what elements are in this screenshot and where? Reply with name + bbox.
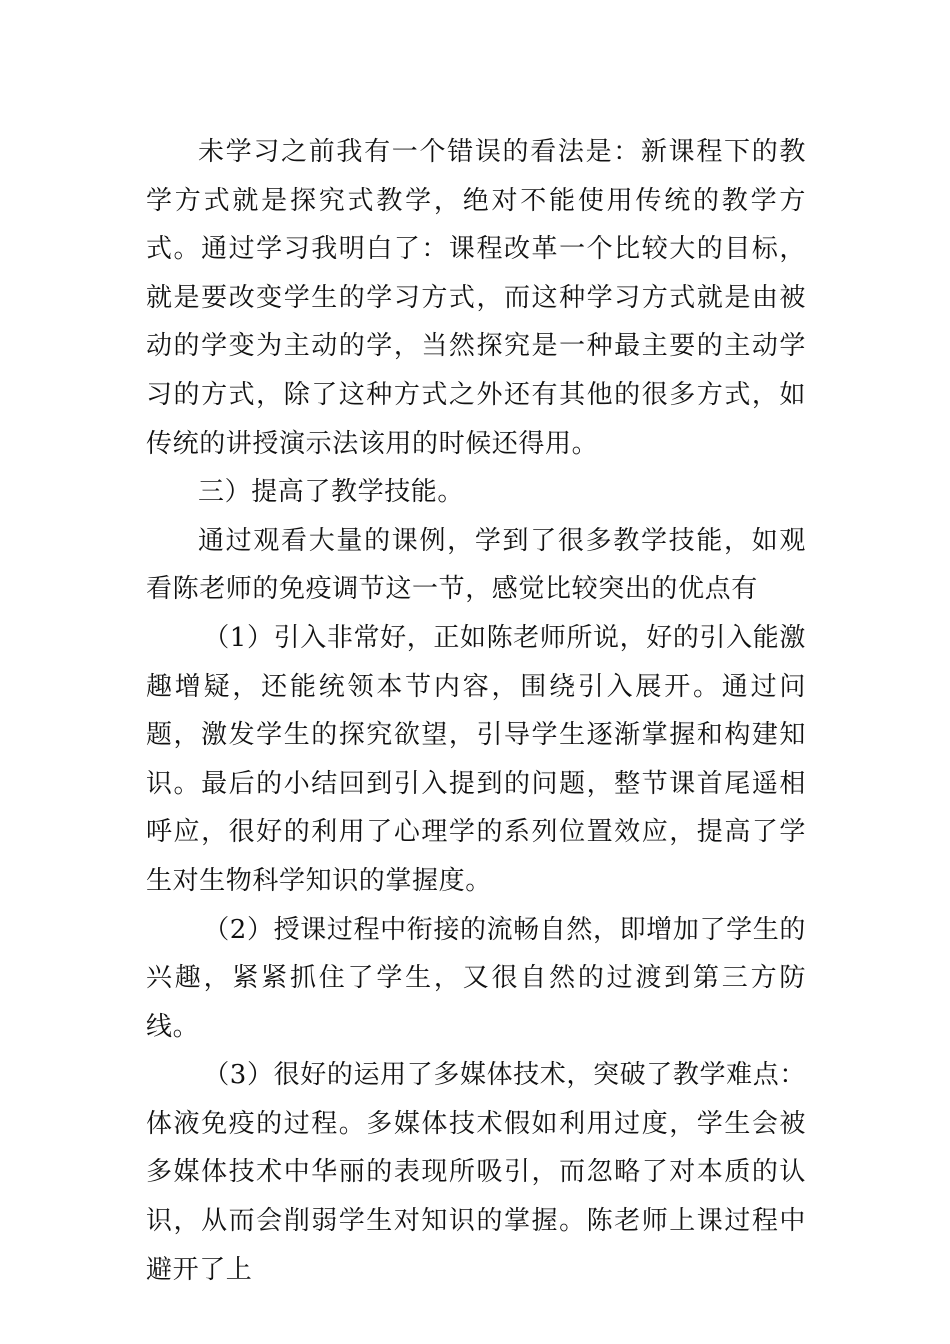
paragraph-course-examples: 通过观看大量的课例，学到了很多教学技能，如观看陈老师的免疫调节这一节，感觉比较突出的优点有 bbox=[146, 525, 806, 605]
document-page bbox=[146, 128, 806, 1294]
paragraph-point-1: （1）引入非常好，正如陈老师所说，好的引入能激趣增疑，还能统领本节内容，围绕引入展开。通过问题，激发学生的探究欲望，引导学生逐渐掌握和构建知识。最后的小结回到引入提到的问题，整节课首尾遥相呼应，很好的利用了心理学的系列位置效应，提高了学生对生物科学知识的掌握度。 bbox=[146, 622, 806, 896]
paragraph-point-3: （3）很好的运用了多媒体技术，突破了教学难点：体液免疫的过程。多媒体技术假如利用过度，学生会被多媒体技术中华丽的表现所吸引，而忽略了对本质的认识，从而会削弱学生对知识的掌握。陈老师上课过程中避开了上 bbox=[146, 1060, 806, 1285]
section-heading-teaching-skills: 三）提高了教学技能。 bbox=[198, 477, 465, 508]
paragraph-learning-view: 未学习之前我有一个错误的看法是：新课程下的教学方式就是探究式教学，绝对不能使用传统的教学方式。通过学习我明白了：课程改革一个比较大的目标，就是要改变学生的学习方式，而这种学习方式就是由被动的学变为主动的学，当然探究是一种最主要的主动学习的方式，除了这种方式之外还有其他的很多方式，如传统的讲授演示法该用的时候还得用。 bbox=[146, 137, 806, 459]
paragraph-point-2: （2）授课过程中衔接的流畅自然，即增加了学生的兴趣，紧紧抓住了学生，又很自然的过渡到第三方防线。 bbox=[146, 914, 806, 1042]
